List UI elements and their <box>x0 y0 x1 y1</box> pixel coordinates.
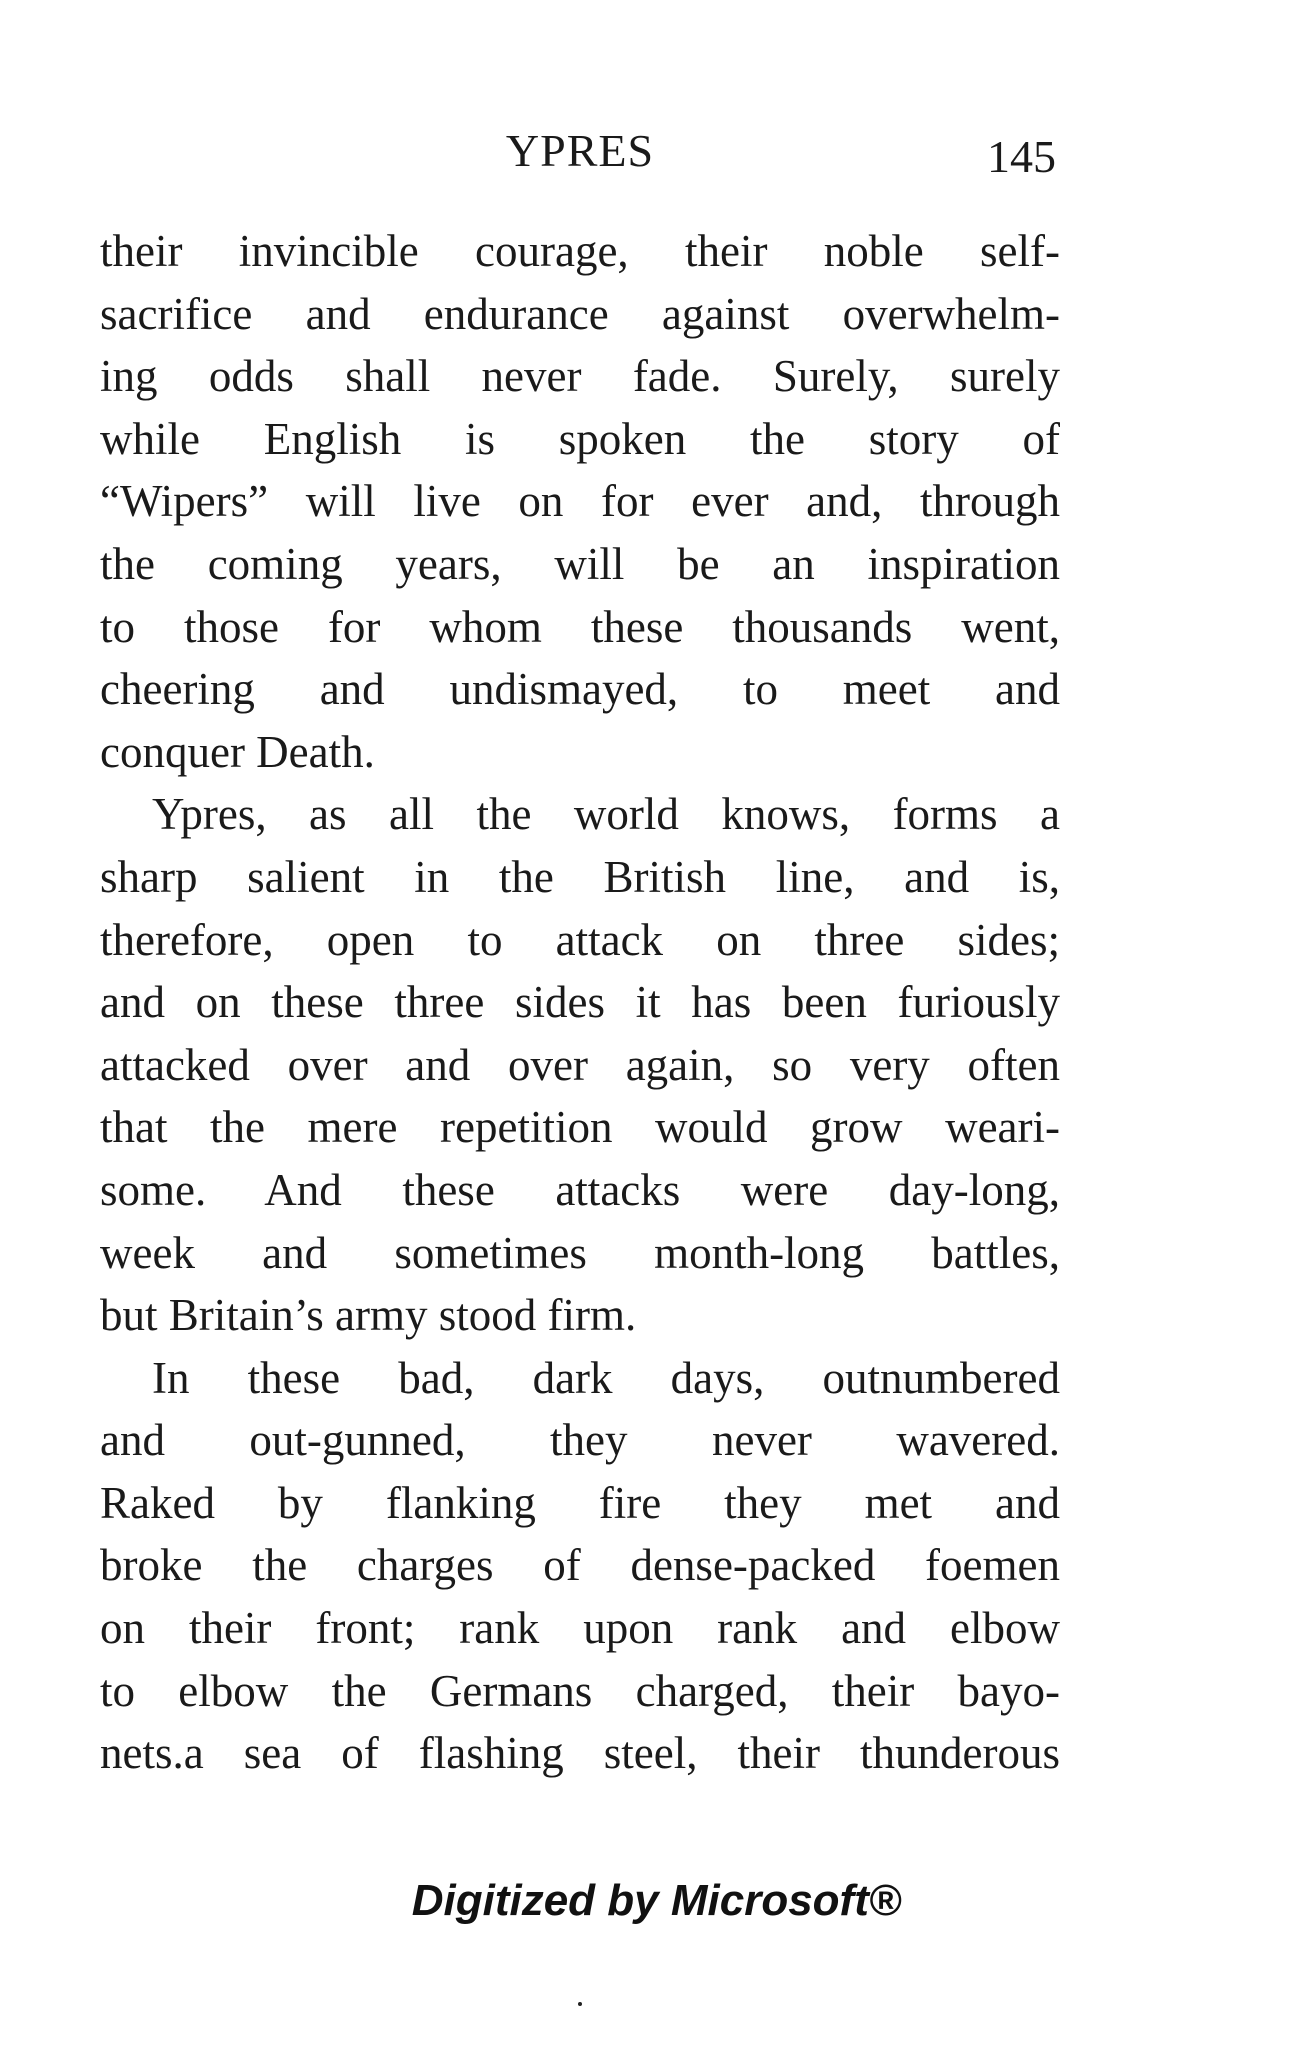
text-line: attacked over and over again, so very often <box>100 1039 1060 1090</box>
digitization-watermark: Digitized by Microsoft® <box>411 1876 902 1925</box>
text-line: the coming years, will be an inspiration <box>100 538 1060 589</box>
text-line: conquer Death. <box>100 726 375 777</box>
text-line: ing odds shall never fade. Surely, surely <box>100 351 1060 402</box>
text-line: their invincible courage, their noble self- <box>100 226 1060 276</box>
text-line: sacrifice and endurance against overwhelm- <box>100 288 1060 339</box>
text-line: Raked by flanking fire they met and <box>100 1477 1060 1528</box>
text-line: nets.a sea of flashing steel, their thunderous <box>100 1728 1060 1779</box>
body-text <box>100 220 1060 1785</box>
paragraph-2 <box>100 783 1060 1346</box>
text-line: sharp salient in the British line, and is, <box>100 851 1060 902</box>
text-line: some. And these attacks were day-long, <box>100 1164 1060 1215</box>
text-line: and out-gunned, they never wavered. <box>100 1415 1060 1466</box>
running-title: YPRES <box>505 125 655 176</box>
running-head <box>100 118 1060 188</box>
text-line: “Wipers” will live on for ever and, through <box>100 476 1060 527</box>
text-line: therefore, open to attack on three sides; <box>100 914 1060 965</box>
text-line: In these bad, dark days, outnumbered <box>152 1352 1060 1403</box>
paragraph-1 <box>100 220 1060 783</box>
text-line: to those for whom these thousands went, <box>100 601 1060 652</box>
text-line: to elbow the Germans charged, their bayo- <box>100 1665 1060 1716</box>
text-line: but Britain’s army stood firm. <box>100 1290 637 1341</box>
text-line: cheering and undismayed, to meet and <box>100 664 1060 715</box>
text-line: week and sometimes month-long battles, <box>100 1227 1060 1278</box>
text-line: broke the charges of dense-packed foemen <box>100 1540 1060 1591</box>
page-number: 145 <box>987 131 1056 182</box>
text-line: and on these three sides it has been furiously <box>100 977 1060 1028</box>
scan-speck <box>578 2002 582 2006</box>
text-line: Ypres, as all the world knows, forms a <box>152 789 1060 840</box>
text-line: on their front; rank upon rank and elbow <box>100 1603 1060 1654</box>
text-line: while English is spoken the story of <box>100 413 1060 464</box>
paragraph-3 <box>100 1347 1060 1785</box>
text-line: that the mere repetition would grow weari- <box>100 1102 1060 1153</box>
